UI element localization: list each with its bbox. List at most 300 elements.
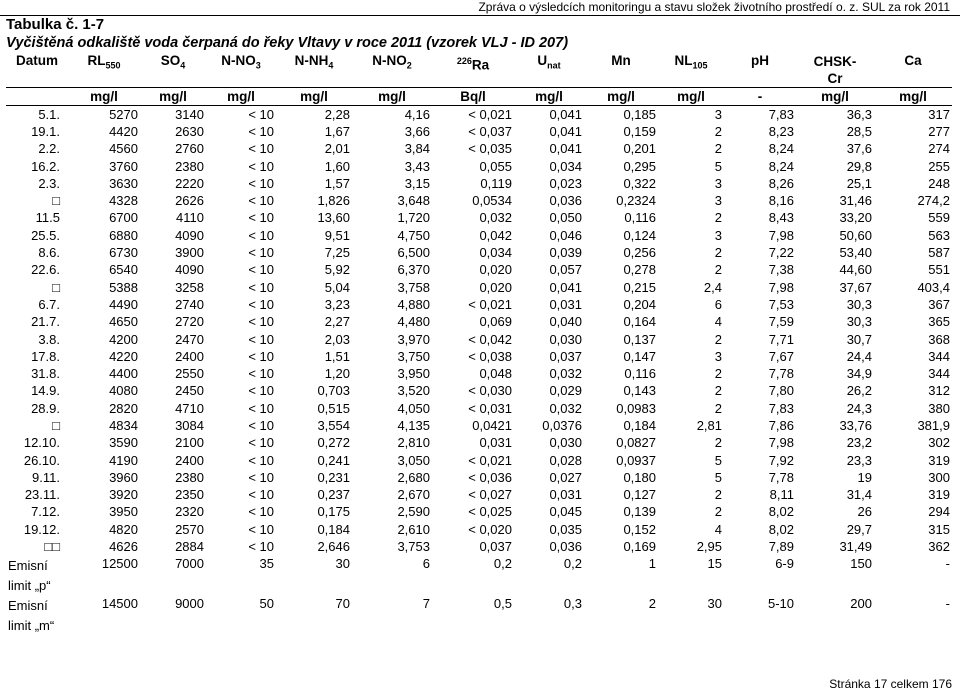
- value-cell: 0,046: [549, 227, 582, 243]
- value-cell: 0,027: [549, 469, 582, 485]
- value-cell: 0,0376: [542, 417, 582, 433]
- value-cell: 36,3: [846, 106, 872, 122]
- value-cell: 5: [714, 469, 722, 485]
- column-header: $U_{nat}$: [537, 53, 561, 71]
- value-cell: 2,95: [696, 539, 722, 555]
- value-cell: 35: [259, 555, 274, 571]
- value-cell: < 10: [248, 123, 274, 139]
- unit-cell: mg/l: [584, 88, 658, 106]
- value-cell: 7,98: [768, 227, 794, 243]
- value-cell: 2: [714, 383, 722, 399]
- value-cell: 50: [259, 595, 274, 611]
- value-cell: 8,24: [768, 158, 794, 174]
- value-cell: 0,028: [549, 452, 582, 468]
- value-cell: 2884: [175, 539, 204, 555]
- value-cell: 0,237: [317, 487, 350, 503]
- value-cell: 0,048: [479, 366, 512, 382]
- table-row: [6, 158, 952, 175]
- row-label-cell: 6.7.: [38, 296, 60, 312]
- value-cell: 8,16: [768, 193, 794, 209]
- value-cell: 28,5: [846, 123, 872, 139]
- value-cell: 3,758: [397, 279, 430, 295]
- value-cell: 0,124: [623, 227, 656, 243]
- column-header: $N-NO_3$: [221, 53, 261, 71]
- row-label-cell: Emisní limit „m“: [8, 597, 55, 633]
- value-cell: 0,030: [549, 435, 582, 451]
- table-row: [6, 452, 952, 469]
- value-cell: < 0,037: [468, 123, 512, 139]
- value-cell: < 10: [248, 487, 274, 503]
- unit-cell: mg/l: [874, 88, 952, 106]
- value-cell: 0,295: [623, 158, 656, 174]
- value-cell: 7000: [175, 555, 204, 571]
- value-cell: 2470: [175, 331, 204, 347]
- value-cell: 2820: [109, 400, 138, 416]
- value-cell: < 0,025: [468, 504, 512, 520]
- row-label-cell: 11.5: [35, 210, 60, 226]
- value-cell: 4: [714, 314, 722, 330]
- value-cell: 2380: [175, 469, 204, 485]
- row-label-cell: □: [52, 279, 60, 295]
- table-body: [6, 106, 952, 636]
- value-cell: 8,26: [768, 175, 794, 191]
- value-cell: 6730: [109, 245, 138, 261]
- column-header: Datum: [15, 53, 58, 68]
- value-cell: 3,15: [404, 175, 430, 191]
- value-cell: 294: [928, 504, 950, 520]
- value-cell: 2: [714, 487, 722, 503]
- value-cell: 1: [648, 555, 656, 571]
- value-cell: 5-10: [767, 595, 794, 611]
- value-cell: 2: [714, 435, 722, 451]
- value-cell: 2: [714, 331, 722, 347]
- value-cell: 0,139: [623, 504, 656, 520]
- value-cell: 403,4: [917, 279, 950, 295]
- row-label-cell: 21.7.: [31, 314, 60, 330]
- value-cell: 0,2: [563, 555, 582, 571]
- value-cell: < 0,027: [468, 487, 512, 503]
- value-cell: 344: [928, 348, 950, 364]
- value-cell: 4,16: [404, 106, 430, 122]
- table-row: [6, 227, 952, 244]
- value-cell: 2626: [175, 193, 204, 209]
- value-cell: 19: [857, 469, 872, 485]
- value-cell: 3,050: [397, 452, 430, 468]
- value-cell: 4400: [109, 366, 138, 382]
- value-cell: 344: [928, 366, 950, 382]
- table-row: [6, 331, 952, 348]
- value-cell: < 10: [248, 175, 274, 191]
- value-cell: < 10: [248, 348, 274, 364]
- value-cell: 0,169: [623, 539, 656, 555]
- value-cell: 2450: [175, 383, 204, 399]
- value-cell: 31,46: [839, 193, 872, 209]
- value-cell: 2,680: [397, 469, 430, 485]
- value-cell: 0,039: [549, 245, 582, 261]
- value-cell: 8,43: [768, 210, 794, 226]
- value-cell: < 10: [248, 539, 274, 555]
- value-cell: 362: [928, 539, 950, 555]
- row-label-cell: 31.8.: [31, 366, 60, 382]
- value-cell: 0,031: [479, 435, 512, 451]
- value-cell: < 0,021: [468, 296, 512, 312]
- value-cell: 3140: [175, 106, 204, 122]
- value-cell: < 10: [248, 435, 274, 451]
- limit-row: [6, 596, 952, 636]
- value-cell: 5388: [109, 279, 138, 295]
- value-cell: 2,01: [324, 141, 350, 157]
- value-cell: 24,3: [846, 400, 872, 416]
- value-cell: 3,23: [324, 296, 350, 312]
- limit-row: [6, 556, 952, 596]
- value-cell: < 10: [248, 141, 274, 157]
- value-cell: < 0,031: [468, 400, 512, 416]
- value-cell: 3084: [175, 417, 204, 433]
- value-cell: 2: [714, 210, 722, 226]
- value-cell: < 10: [248, 314, 274, 330]
- value-cell: 0,037: [479, 539, 512, 555]
- value-cell: 2720: [175, 314, 204, 330]
- table-row: [6, 469, 952, 486]
- value-cell: 0,037: [549, 348, 582, 364]
- value-cell: 4490: [109, 296, 138, 312]
- value-cell: 0,041: [549, 123, 582, 139]
- value-cell: 7,83: [768, 400, 794, 416]
- value-cell: 44,60: [839, 262, 872, 278]
- value-cell: 0,0421: [472, 417, 512, 433]
- value-cell: 0,2324: [616, 193, 656, 209]
- value-cell: 274: [928, 141, 950, 157]
- value-cell: 0,184: [317, 521, 350, 537]
- unit-cell: mg/l: [206, 88, 276, 106]
- value-cell: 0,137: [623, 331, 656, 347]
- value-cell: 3,648: [397, 193, 430, 209]
- value-cell: < 10: [248, 400, 274, 416]
- value-cell: 0,034: [479, 245, 512, 261]
- value-cell: 31,49: [839, 539, 872, 555]
- value-cell: 315: [928, 521, 950, 537]
- value-cell: 3: [714, 348, 722, 364]
- value-cell: 0,159: [623, 123, 656, 139]
- value-cell: 0,041: [549, 106, 582, 122]
- row-label-cell: 22.6.: [31, 262, 60, 278]
- value-cell: 2,590: [397, 504, 430, 520]
- value-cell: 7,98: [768, 279, 794, 295]
- row-label-cell: □□: [44, 539, 60, 555]
- column-header: Ca: [904, 53, 922, 68]
- row-label-cell: 7.12.: [31, 504, 60, 520]
- value-cell: 7,98: [768, 435, 794, 451]
- table-row: [6, 262, 952, 279]
- row-label-cell: Emisní limit „p“: [8, 557, 51, 593]
- value-cell: 2400: [175, 348, 204, 364]
- value-cell: 7: [422, 595, 430, 611]
- page-footer: Stránka 17 celkem 176: [829, 677, 952, 691]
- value-cell: 6700: [109, 210, 138, 226]
- value-cell: < 10: [248, 245, 274, 261]
- header-divider: [0, 15, 960, 16]
- value-cell: < 10: [248, 521, 274, 537]
- value-cell: 29,8: [846, 158, 872, 174]
- value-cell: 2760: [175, 141, 204, 157]
- value-cell: 0,164: [623, 314, 656, 330]
- value-cell: 2630: [175, 123, 204, 139]
- value-cell: 3,950: [397, 366, 430, 382]
- value-cell: < 10: [248, 296, 274, 312]
- column-header: Mn: [611, 53, 631, 68]
- value-cell: 0,042: [479, 227, 512, 243]
- row-label-cell: 25.5.: [31, 227, 60, 243]
- value-cell: 587: [928, 245, 950, 261]
- row-label-cell: 16.2.: [31, 158, 60, 174]
- table-row: [6, 383, 952, 400]
- value-cell: 2: [714, 123, 722, 139]
- value-cell: 0,116: [624, 366, 656, 382]
- value-cell: 3,43: [404, 158, 430, 174]
- table-row: [6, 538, 952, 555]
- value-cell: 7,86: [768, 417, 794, 433]
- value-cell: 150: [850, 555, 872, 571]
- value-cell: 0,069: [479, 314, 512, 330]
- value-cell: 255: [928, 158, 950, 174]
- column-header: $N-NO_2$: [372, 53, 412, 71]
- value-cell: 15: [707, 555, 722, 571]
- value-cell: 4080: [109, 383, 138, 399]
- row-label-cell: 19.1.: [31, 123, 60, 139]
- value-cell: 0,031: [549, 487, 582, 503]
- value-cell: 2: [714, 504, 722, 520]
- value-cell: 2,81: [696, 417, 722, 433]
- value-cell: 0,278: [623, 262, 656, 278]
- value-cell: 9000: [175, 595, 204, 611]
- unit-cell: mg/l: [276, 88, 352, 106]
- value-cell: < 0,042: [468, 331, 512, 347]
- value-cell: 4820: [109, 521, 138, 537]
- value-cell: 4834: [109, 417, 138, 433]
- unit-cell: mg/l: [352, 88, 432, 106]
- value-cell: 0,180: [623, 469, 656, 485]
- value-cell: -: [945, 555, 950, 571]
- value-cell: 37,6: [846, 141, 872, 157]
- value-cell: 3,750: [397, 348, 430, 364]
- value-cell: 3258: [175, 279, 204, 295]
- value-cell: < 10: [248, 158, 274, 174]
- value-cell: 0,256: [623, 245, 656, 261]
- value-cell: 37,67: [839, 279, 872, 295]
- value-cell: 7,92: [768, 452, 794, 468]
- value-cell: 3,753: [397, 539, 430, 555]
- table-row: [6, 400, 952, 417]
- value-cell: 559: [928, 210, 950, 226]
- unit-cell: mg/l: [658, 88, 724, 106]
- value-cell: 4200: [109, 331, 138, 347]
- value-cell: 380: [928, 400, 950, 416]
- value-cell: 30: [335, 555, 350, 571]
- value-cell: 4110: [176, 210, 204, 226]
- value-cell: 0,0534: [472, 193, 512, 209]
- column-header: $^{226}$Ra: [456, 56, 490, 73]
- value-cell: 0,032: [479, 210, 512, 226]
- table-row: [6, 504, 952, 521]
- value-cell: 4220: [109, 348, 138, 364]
- value-cell: 7,38: [768, 262, 794, 278]
- value-cell: 1,20: [324, 366, 350, 382]
- value-cell: 7,80: [768, 383, 794, 399]
- value-cell: 3590: [109, 435, 138, 451]
- value-cell: 0,272: [317, 435, 350, 451]
- value-cell: 277: [928, 123, 950, 139]
- value-cell: 368: [928, 331, 950, 347]
- table-row: [6, 244, 952, 261]
- value-cell: 4,050: [397, 400, 430, 416]
- value-cell: 3,970: [397, 331, 430, 347]
- value-cell: 2100: [175, 435, 204, 451]
- column-header: pH: [751, 53, 769, 68]
- table-row: [6, 487, 952, 504]
- value-cell: 7,22: [768, 245, 794, 261]
- value-cell: < 10: [248, 383, 274, 399]
- value-cell: 9,51: [324, 227, 350, 243]
- value-cell: 0,175: [317, 504, 350, 520]
- column-header: $SO_4$: [160, 53, 186, 71]
- value-cell: < 10: [248, 193, 274, 209]
- unit-cell: [6, 88, 68, 106]
- value-cell: 2,27: [324, 314, 350, 330]
- value-cell: 6,370: [397, 262, 430, 278]
- value-cell: 2: [714, 245, 722, 261]
- value-cell: 248: [928, 175, 950, 191]
- value-cell: 1,60: [324, 158, 350, 174]
- value-cell: 0,030: [549, 331, 582, 347]
- value-cell: 3920: [109, 487, 138, 503]
- value-cell: 6540: [109, 262, 138, 278]
- value-cell: 0,031: [549, 296, 582, 312]
- table-row: [6, 106, 952, 124]
- value-cell: 0,185: [623, 106, 656, 122]
- value-cell: 0,0827: [616, 435, 656, 451]
- value-cell: 7,67: [768, 348, 794, 364]
- results-table: [6, 53, 952, 636]
- value-cell: 1,57: [324, 175, 350, 191]
- value-cell: 0,032: [549, 400, 582, 416]
- value-cell: < 10: [248, 227, 274, 243]
- value-cell: 0,057: [549, 262, 582, 278]
- value-cell: 5270: [109, 106, 138, 122]
- value-cell: 563: [928, 227, 950, 243]
- value-cell: 4420: [109, 123, 138, 139]
- table-row: [6, 521, 952, 538]
- value-cell: 7,83: [768, 106, 794, 122]
- row-label-cell: 28.9.: [31, 400, 60, 416]
- table-row: [6, 296, 952, 313]
- value-cell: 0,204: [623, 296, 656, 312]
- table-row: [6, 175, 952, 192]
- value-cell: 0,020: [479, 279, 512, 295]
- value-cell: 7,89: [768, 539, 794, 555]
- value-cell: 0,184: [623, 417, 656, 433]
- value-cell: 30,3: [846, 296, 872, 312]
- value-cell: 14500: [101, 595, 138, 611]
- value-cell: 0,045: [549, 504, 582, 520]
- value-cell: 6,500: [397, 245, 430, 261]
- value-cell: 365: [928, 314, 950, 330]
- row-label-cell: 5.1.: [38, 106, 60, 122]
- value-cell: 4650: [109, 314, 138, 330]
- column-header: $N-NH_4$: [294, 53, 334, 71]
- value-cell: 2: [648, 595, 656, 611]
- unit-cell: mg/l: [796, 88, 874, 106]
- row-label-cell: 17.8.: [31, 348, 60, 364]
- value-cell: 0,322: [623, 175, 656, 191]
- value-cell: 3,554: [317, 417, 350, 433]
- value-cell: 0,5: [493, 595, 512, 611]
- value-cell: 2: [714, 262, 722, 278]
- value-cell: 551: [928, 262, 950, 278]
- value-cell: < 0,030: [468, 383, 512, 399]
- value-cell: 3960: [109, 469, 138, 485]
- value-cell: 4090: [175, 227, 204, 243]
- value-cell: 4,750: [397, 227, 430, 243]
- value-cell: 0,147: [623, 348, 656, 364]
- value-cell: 2,646: [317, 539, 350, 555]
- value-cell: 2,610: [397, 521, 430, 537]
- value-cell: 300: [928, 469, 950, 485]
- value-cell: 2: [714, 400, 722, 416]
- value-cell: 5: [714, 452, 722, 468]
- value-cell: 0,241: [317, 452, 350, 468]
- table-row: [6, 365, 952, 382]
- value-cell: 2740: [175, 296, 204, 312]
- value-cell: 24,4: [846, 348, 872, 364]
- value-cell: 8,24: [768, 141, 794, 157]
- value-cell: 7,53: [768, 296, 794, 312]
- value-cell: 0,3: [563, 595, 582, 611]
- value-cell: < 10: [248, 279, 274, 295]
- value-cell: 0,143: [623, 383, 656, 399]
- value-cell: 1,720: [397, 210, 430, 226]
- value-cell: 3: [714, 106, 722, 122]
- value-cell: 13,60: [317, 210, 350, 226]
- value-cell: 26,2: [846, 383, 872, 399]
- value-cell: 30,7: [846, 331, 872, 347]
- value-cell: 3900: [175, 245, 204, 261]
- value-cell: 25,1: [846, 175, 872, 191]
- value-cell: 50,60: [839, 227, 872, 243]
- value-cell: 2,670: [397, 487, 430, 503]
- value-cell: 7,78: [768, 469, 794, 485]
- value-cell: 2: [714, 141, 722, 157]
- column-header: $RL_{550}$: [87, 53, 121, 71]
- row-label-cell: □: [52, 417, 60, 433]
- value-cell: 3950: [109, 504, 138, 520]
- value-cell: 29,7: [846, 521, 872, 537]
- value-cell: 2: [714, 366, 722, 382]
- row-label-cell: 9.11.: [32, 469, 60, 485]
- value-cell: 3630: [109, 175, 138, 191]
- value-cell: 2380: [175, 158, 204, 174]
- value-cell: 5: [714, 158, 722, 174]
- table-row: [6, 192, 952, 209]
- value-cell: 3: [714, 193, 722, 209]
- value-cell: 3,520: [397, 383, 430, 399]
- table-row: [6, 279, 952, 296]
- value-cell: 8,23: [768, 123, 794, 139]
- unit-cell: mg/l: [68, 88, 140, 106]
- value-cell: < 0,036: [468, 469, 512, 485]
- value-cell: 8,02: [768, 521, 794, 537]
- value-cell: 4190: [109, 452, 138, 468]
- value-cell: < 0,035: [468, 141, 512, 157]
